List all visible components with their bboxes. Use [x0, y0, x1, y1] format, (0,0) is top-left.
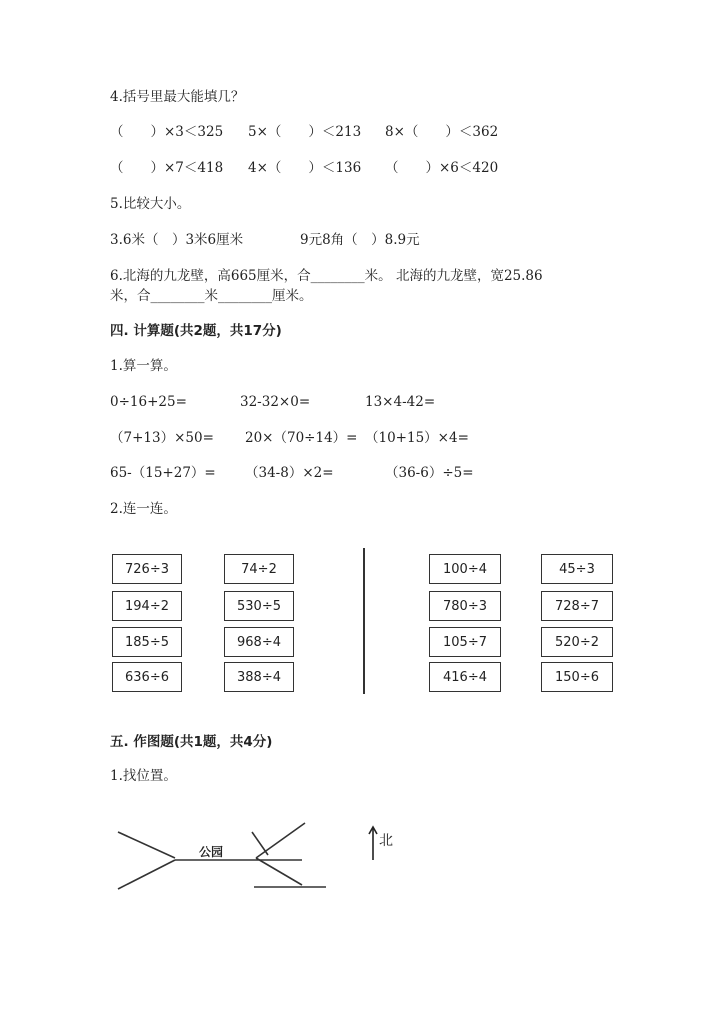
q4-title: 4.括号里最大能填几？: [110, 89, 245, 105]
match-box[interactable]: 968÷4: [224, 627, 294, 657]
match-box[interactable]: 520÷2: [541, 627, 613, 657]
match-box[interactable]: 728÷7: [541, 591, 613, 621]
calc-expr: 32-32×0=: [240, 394, 311, 410]
q4-item-2: 5×（ ）＜213: [248, 124, 362, 140]
calc-expr: （34-8）×2=: [245, 465, 334, 481]
calc-expr: （7+13）×50=: [110, 430, 214, 446]
match-box[interactable]: 530÷5: [224, 591, 294, 621]
q4-item-1: （ ）×3＜325: [110, 124, 224, 140]
calc-expr: 20×（70÷14）=: [245, 430, 358, 446]
park-label: 公园: [199, 845, 224, 859]
match-box[interactable]: 185÷5: [112, 627, 182, 657]
q5-title: 5.比较大小。: [110, 196, 191, 212]
match-box[interactable]: 416÷4: [429, 662, 501, 692]
q5-item-1: 3.6米（ ）3米6厘米: [110, 232, 244, 248]
match-box[interactable]: 636÷6: [112, 662, 182, 692]
calc-expr: 0÷16+25=: [110, 394, 187, 410]
match-box[interactable]: 100÷4: [429, 554, 501, 584]
q4-item-6: （ ）×6＜420: [385, 160, 499, 176]
q5-item-2: 9元8角（ ）8.9元: [300, 232, 420, 248]
q6-line-2: 米，合________米________厘米。: [110, 288, 313, 304]
calc-expr: 65-（15+27）=: [110, 465, 216, 481]
match-box[interactable]: 780÷3: [429, 591, 501, 621]
q6-line-1: 6.北海的九龙壁，高665厘米，合________米。 北海的九龙壁，宽25.86: [110, 268, 543, 284]
calc-expr: （10+15）×4=: [365, 430, 469, 446]
north-arrow-icon: [369, 827, 377, 860]
q4-item-5: 4×（ ）＜136: [248, 160, 362, 176]
calc-expr: （36-6）÷5=: [385, 465, 474, 481]
q4-item-3: 8×（ ）＜362: [385, 124, 499, 140]
position-title: 1.找位置。: [110, 768, 177, 784]
match-box[interactable]: 74÷2: [224, 554, 294, 584]
section5-heading: 五. 作图题(共1题，共4分): [110, 734, 273, 750]
match-box[interactable]: 105÷7: [429, 627, 501, 657]
match-box[interactable]: 150÷6: [541, 662, 613, 692]
connect-title: 2.连一连。: [110, 501, 177, 517]
calc-expr: 13×4-42=: [365, 394, 436, 410]
divider-line: [363, 548, 365, 694]
q4-item-4: （ ）×7＜418: [110, 160, 224, 176]
section4-heading: 四. 计算题(共2题，共17分): [110, 323, 282, 339]
calc-title: 1.算一算。: [110, 358, 177, 374]
road-lines: [118, 823, 326, 889]
match-box[interactable]: 726÷3: [112, 554, 182, 584]
match-box[interactable]: 45÷3: [541, 554, 613, 584]
north-label: 北: [379, 833, 393, 849]
match-box[interactable]: 388÷4: [224, 662, 294, 692]
match-box[interactable]: 194÷2: [112, 591, 182, 621]
